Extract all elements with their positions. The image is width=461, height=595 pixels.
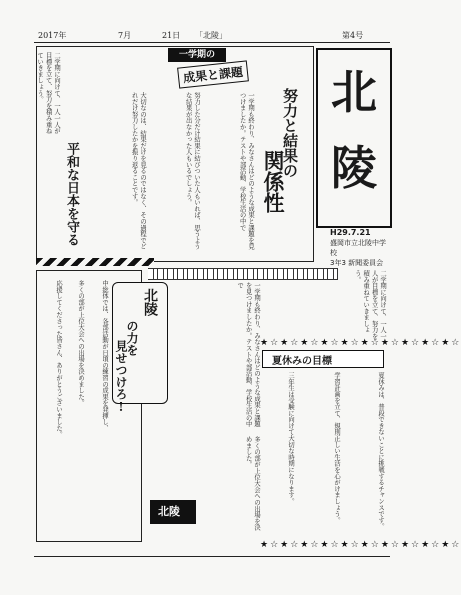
footer-rule (34, 556, 390, 557)
centre-column-1: 一学期も終わり、みなさんはどのような成果と課題を見つけましたか。テストや部活動、学校生活の中で (236, 282, 260, 427)
middle-headline-2: の力を (125, 320, 139, 356)
masthead-char-2: 陵 (331, 141, 377, 195)
middle-headline-1: 北陵 (142, 288, 158, 316)
masthead-char-1: 北 (331, 65, 377, 119)
header-day: 21日 (162, 31, 181, 40)
top-column-3: 大切なのは、結果だけを見るのではなく、その過程でどれだけ努力したかを振り返ることです。 (130, 92, 146, 250)
top-column-4: 二学期に向けて、一人一人が目標を立て、努力を積み重ねていきましょう。 (36, 52, 60, 134)
side-heading-peace: 平和な日本を守る (64, 142, 79, 246)
top-column-1: 一学期も終わり、みなさんはどのような成果と課題を見つけましたか。テストや部活動、学校生活の中で (238, 92, 254, 250)
top-banner: 一学期の (168, 48, 226, 62)
header-rule (34, 42, 390, 43)
header-paper-name: 「北陵」 (195, 31, 227, 40)
header-month: 7月 (118, 31, 132, 40)
middle-column-3: 応援してくださった皆さん、ありがとうございました。 (55, 280, 62, 438)
summer-column-1: 夏休みは、普段できないことに挑戦するチャンスです。 (377, 372, 384, 530)
masthead-school: 盛岡市立北陵中学校 (330, 239, 386, 257)
middle-column-2: 多くの部が上位大会への出場を決めました。 (77, 280, 84, 406)
summer-column-3: 三年生は受験に向けて大切な時期になります。 (287, 372, 294, 505)
masthead-committee: 3年3 新聞委員会 (330, 259, 384, 267)
star-border-bottom: ★☆★☆★☆★☆★☆★☆★☆★☆★☆★☆ (260, 540, 461, 550)
middle-column-1: 中総体では、各部活動が日頃の練習の成果を発揮し、 (101, 280, 108, 432)
middle-headline-3: 見せつけろ! (114, 340, 128, 414)
headline-effort: 努力と結果の (281, 88, 299, 178)
header-issue: 第4号 (342, 31, 364, 40)
masthead-date: H29.7.21 (330, 228, 371, 237)
bottom-label: 北陵 (158, 505, 180, 518)
centre-column-2: 多くの部が上位大会への出場を決めました。 (244, 436, 260, 531)
masthead-info (330, 228, 390, 268)
hazard-tape (36, 258, 154, 266)
right-upper-column: 二学期に向けて、一人一人が目標を立て、努力を積み重ねていきましょう。 (353, 270, 386, 340)
summer-column-2: 学習計画を立て、規則正しい生活を心がけましょう。 (333, 372, 340, 524)
headline-relation: 関係性 (261, 150, 286, 213)
header-year: 2017年 (38, 31, 67, 40)
top-column-2: 努力した分だけ結果に結びついた人もいれば、思うような結果が出なかった人もいるでしょう。 (184, 92, 200, 250)
top-banner-sub: 成果と課題 (177, 60, 249, 88)
star-border-top: ★☆★☆★☆★☆★☆★☆★☆★☆★☆★☆ (260, 338, 461, 348)
summer-headline: 夏休みの目標 (272, 356, 332, 367)
